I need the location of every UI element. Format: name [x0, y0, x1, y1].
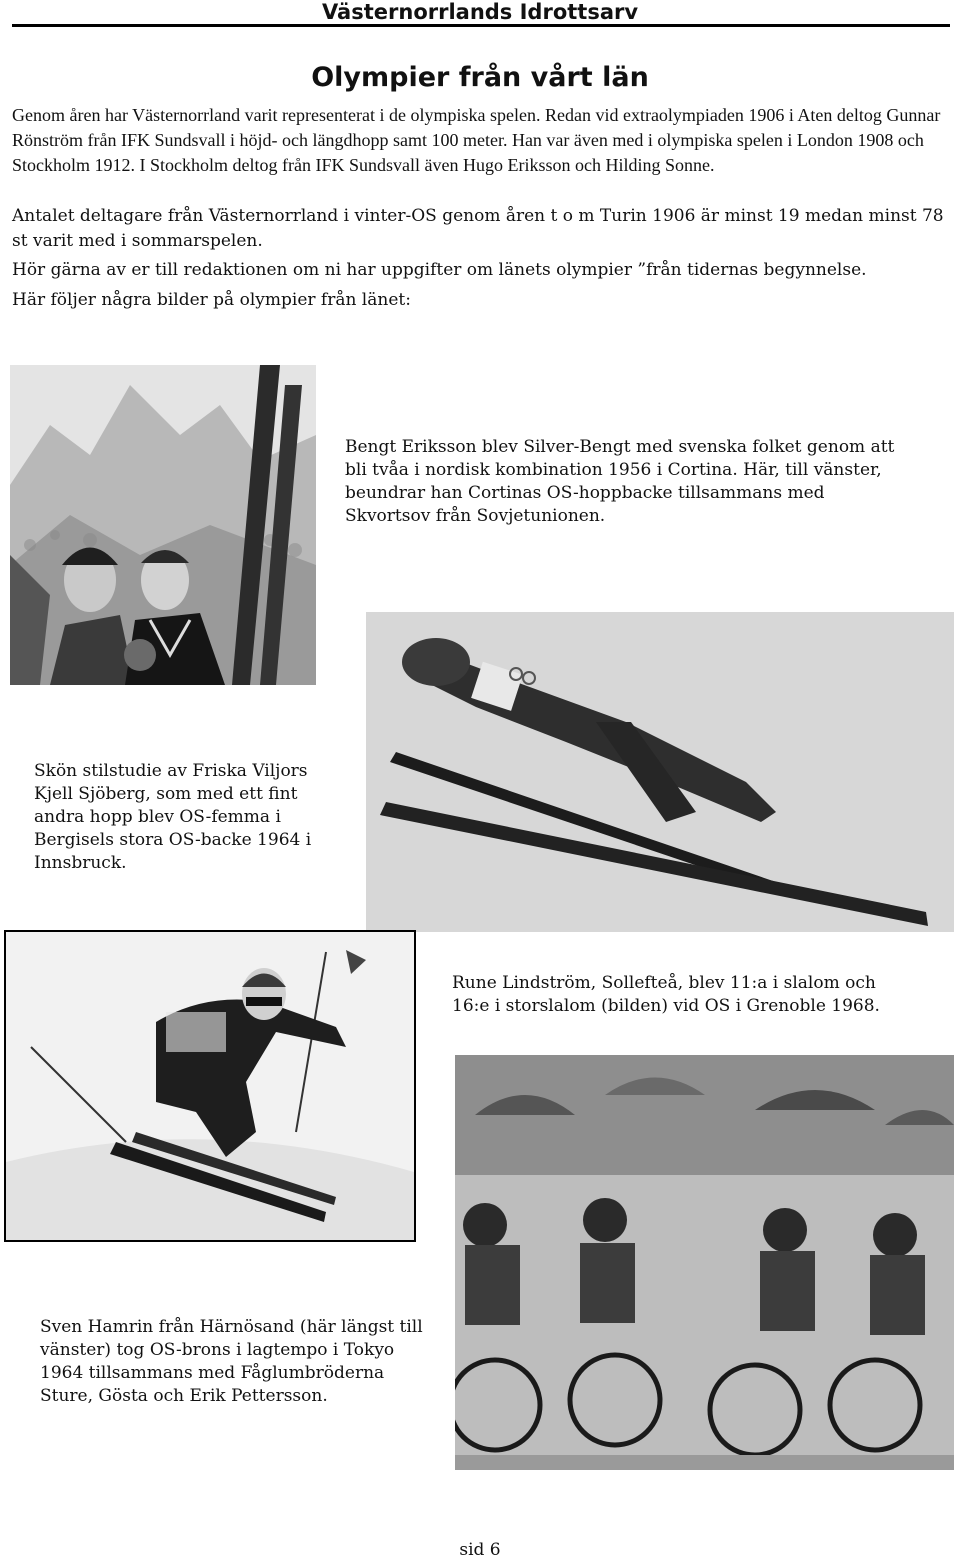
caption-sven-hamrin: Sven Hamrin från Härnösand (här längst till vänster) tog OS-brons i lagtempo i Tokyo 1964 tillsammans med Fåglumbröderna Sture, Gösta och Erik Pettersson.: [40, 1317, 423, 1406]
intro-paragraph: Genom åren har Västernorrland varit representerat i de olympiska spelen. Redan vid extraolympiaden 1906 i Aten deltog Gunnar Rönström från IFK Sundsvall i höjd- och längdhopp samt 100 meter. Han var även med i olympiska spelen i London 1908 och Stockholm 1912. I Stockholm deltog från IFK Sundsvall även Hugo Eriksson och Hilding Sonne.: [12, 105, 941, 175]
caption-bengt-eriksson: Bengt Eriksson blev Silver-Bengt med svenska folket genom att bli tvåa i nordisk kombination 1956 i Cortina. Här, till vänster, beundrar han Cortinas OS-hoppbacke tillsammans med Skvortsov från Sovjetunionen.: [345, 437, 895, 526]
caption-kjell-sjoberg: Skön stilstudie av Friska Viljors Kjell Sjöberg, som med ett fint andra hopp blev OS-femma i Bergisels stora OS-backe 1964 i Innsbruck.: [34, 761, 312, 873]
photo-ski-jumpers-cortina: [10, 365, 316, 685]
photo-slalom-grenoble: [6, 932, 414, 1240]
contact-paragraph: Hör gärna av er till redaktionen om ni har uppgifter om länets olympier ”från tidernas begynnelse.: [12, 260, 867, 280]
photo-ski-jump-innsbruck: [366, 612, 954, 932]
caption-rune-lindstrom: Rune Lindström, Sollefteå, blev 11:a i slalom och 16:e i storslalom (bilden) vid OS i Grenoble 1968.: [452, 973, 880, 1016]
header-title: Västernorrlands Idrottsarv: [321, 0, 639, 24]
page-title: Olympier från vårt län: [311, 62, 649, 93]
header-rule: [12, 24, 950, 27]
photos-intro-paragraph: Här följer några bilder på olympier från länet:: [12, 290, 411, 310]
photo-cycling-tokyo: [455, 1055, 954, 1470]
participants-paragraph: Antalet deltagare från Västernorrland i vinter-OS genom åren t o m Turin 1906 är minst 19 medan minst 78 st varit med i sommarspelen.: [12, 206, 944, 251]
page-number: sid 6: [459, 1540, 501, 1560]
